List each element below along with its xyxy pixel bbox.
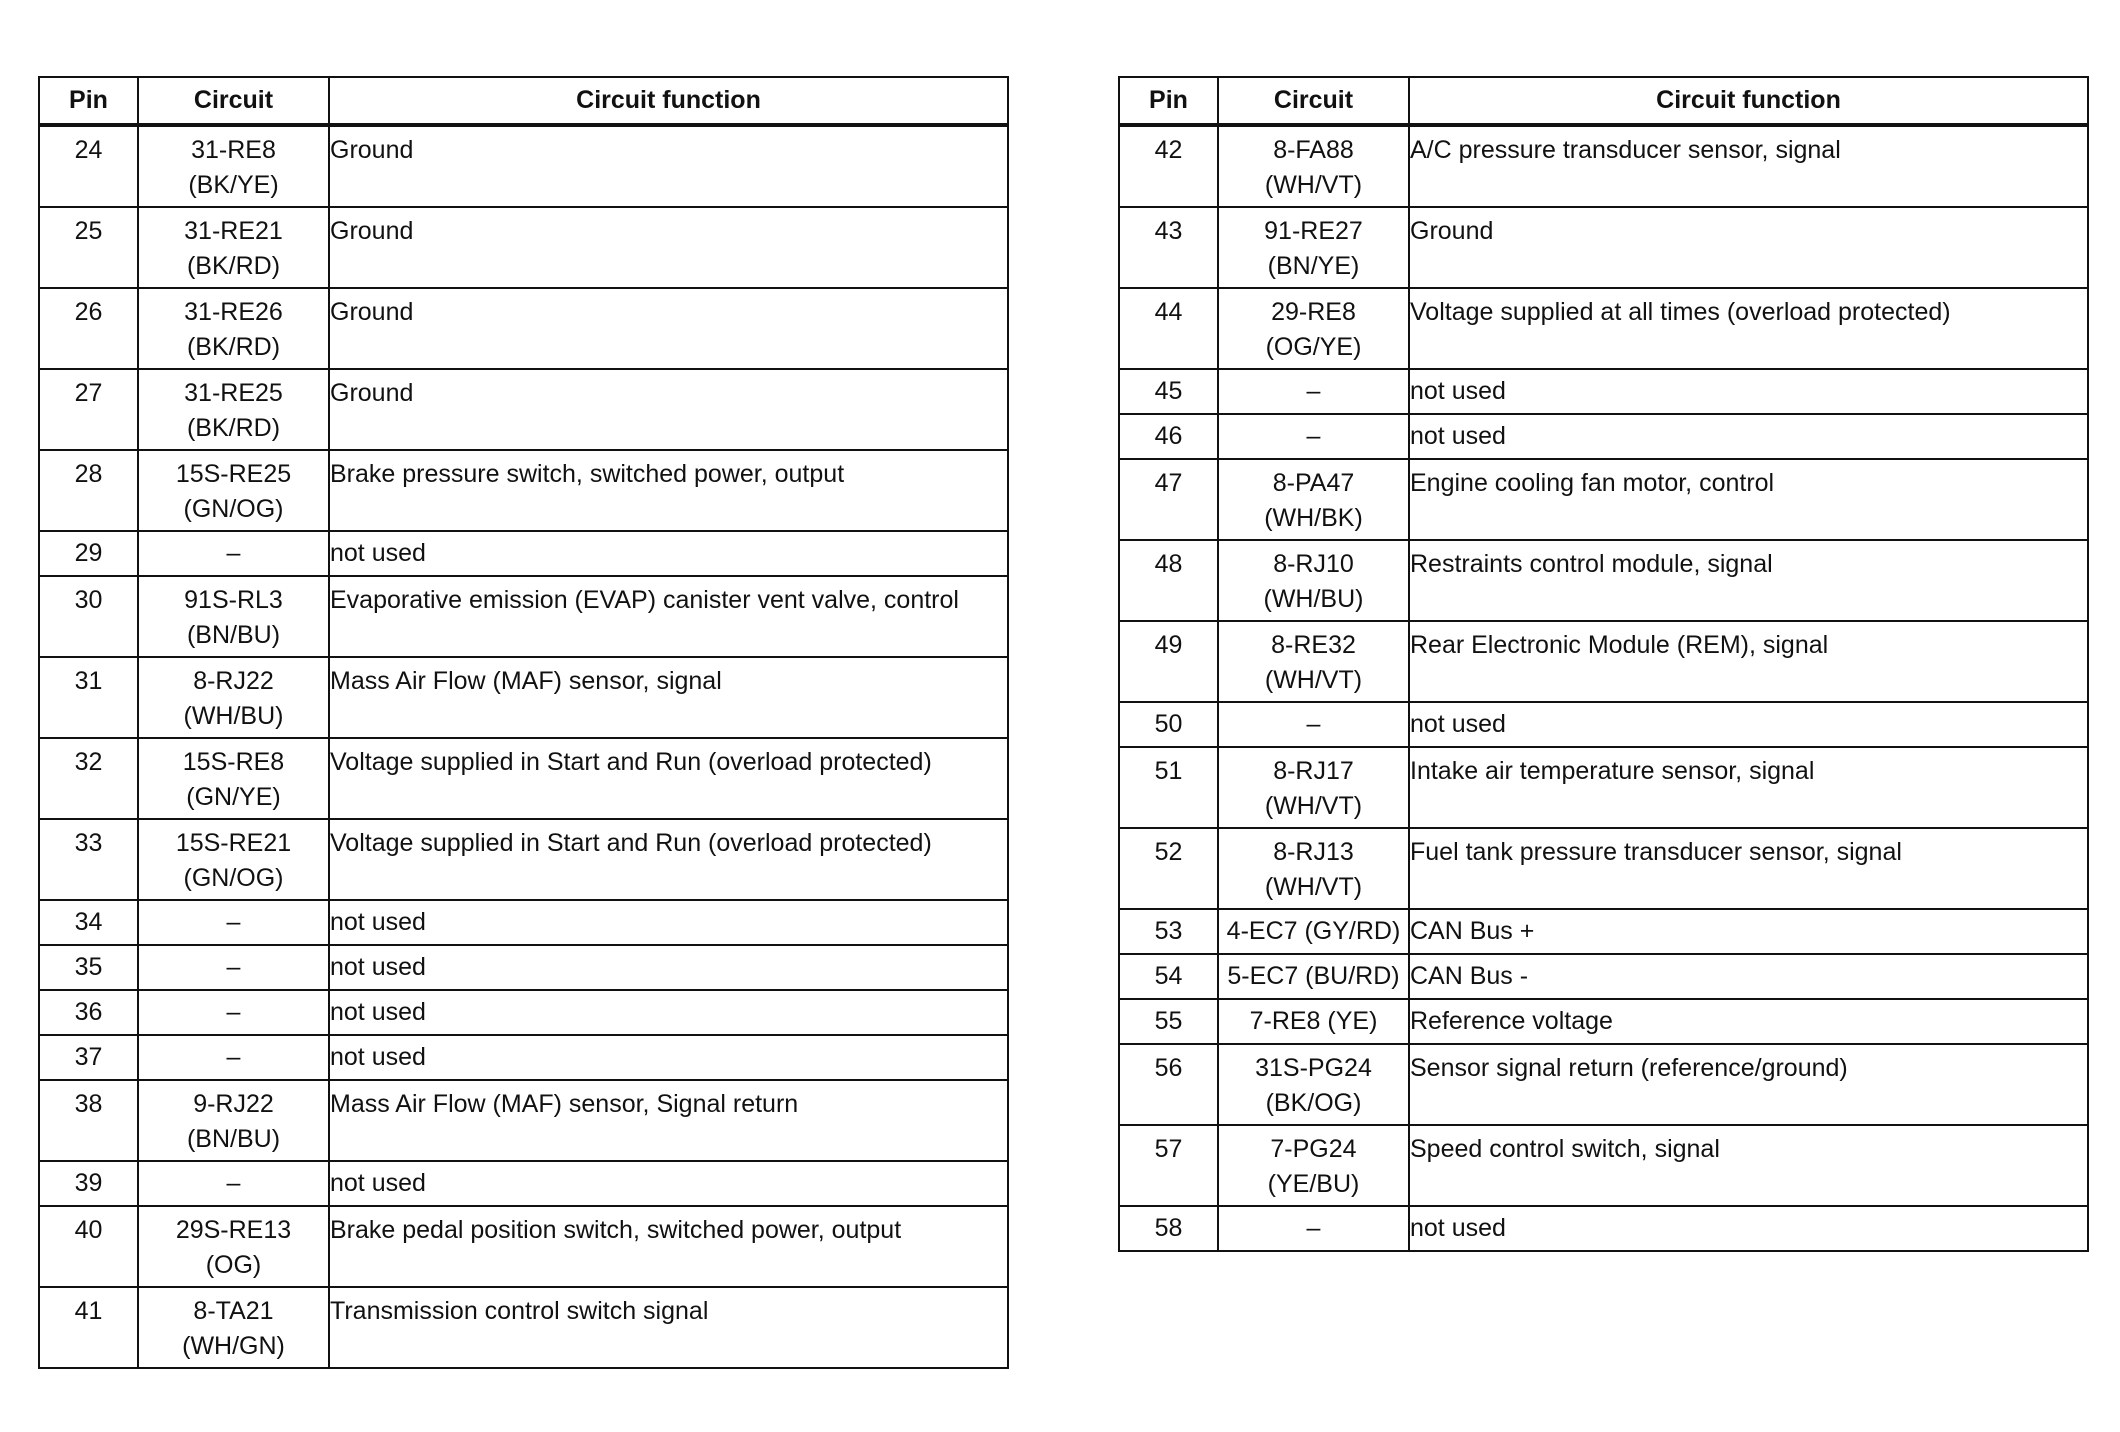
circuit-function: Restraints control module, signal bbox=[1409, 540, 2088, 621]
circuit-code: – bbox=[138, 1161, 329, 1206]
table-row bbox=[39, 738, 1008, 819]
circuit-function: Mass Air Flow (MAF) sensor, Signal return bbox=[329, 1080, 1008, 1161]
circuit-function: not used bbox=[1409, 414, 2088, 459]
table-row bbox=[39, 819, 1008, 900]
pin-header: Pin bbox=[1119, 77, 1218, 125]
pin-number: 33 bbox=[39, 819, 138, 900]
table-row bbox=[39, 531, 1008, 576]
circuit-code: – bbox=[138, 531, 329, 576]
pinout-table-left bbox=[38, 76, 1009, 1369]
table-row bbox=[1119, 828, 2088, 909]
circuit-function: not used bbox=[329, 945, 1008, 990]
circuit-code: 31-RE26 (BK/RD) bbox=[138, 288, 329, 369]
pin-number: 42 bbox=[1119, 125, 1218, 207]
pin-number: 49 bbox=[1119, 621, 1218, 702]
circuit-code: – bbox=[1218, 1206, 1409, 1251]
table-row bbox=[1119, 288, 2088, 369]
pin-number: 56 bbox=[1119, 1044, 1218, 1125]
pin-number: 37 bbox=[39, 1035, 138, 1080]
circuit-code: 8-PA47 (WH/BK) bbox=[1218, 459, 1409, 540]
header-row bbox=[39, 77, 1008, 125]
circuit-function: Sensor signal return (reference/ground) bbox=[1409, 1044, 2088, 1125]
table-row bbox=[39, 1035, 1008, 1080]
table-row bbox=[39, 207, 1008, 288]
circuit-function: Ground bbox=[329, 288, 1008, 369]
circuit-code: 31-RE25 (BK/RD) bbox=[138, 369, 329, 450]
pin-number: 46 bbox=[1119, 414, 1218, 459]
pin-header: Pin bbox=[39, 77, 138, 125]
table-row bbox=[39, 1206, 1008, 1287]
header-row bbox=[1119, 77, 2088, 125]
circuit-function: not used bbox=[329, 1035, 1008, 1080]
circuit-code: 8-RJ13 (WH/VT) bbox=[1218, 828, 1409, 909]
pin-number: 55 bbox=[1119, 999, 1218, 1044]
pin-number: 32 bbox=[39, 738, 138, 819]
pin-number: 30 bbox=[39, 576, 138, 657]
circuit-function: Brake pressure switch, switched power, output bbox=[329, 450, 1008, 531]
table-row bbox=[39, 900, 1008, 945]
circuit-code: – bbox=[138, 990, 329, 1035]
pin-number: 29 bbox=[39, 531, 138, 576]
circuit-code: 8-FA88 (WH/VT) bbox=[1218, 125, 1409, 207]
circuit-code: 8-RJ10 (WH/BU) bbox=[1218, 540, 1409, 621]
circuit-function: Mass Air Flow (MAF) sensor, signal bbox=[329, 657, 1008, 738]
pin-number: 44 bbox=[1119, 288, 1218, 369]
pin-number: 25 bbox=[39, 207, 138, 288]
table-row bbox=[39, 657, 1008, 738]
table-row bbox=[39, 369, 1008, 450]
pin-number: 35 bbox=[39, 945, 138, 990]
circuit-code: 29-RE8 (OG/YE) bbox=[1218, 288, 1409, 369]
table-row bbox=[39, 450, 1008, 531]
circuit-code: – bbox=[138, 1035, 329, 1080]
circuit-function: not used bbox=[329, 990, 1008, 1035]
circuit-code: – bbox=[1218, 369, 1409, 414]
circuit-function: Engine cooling fan motor, control bbox=[1409, 459, 2088, 540]
pin-number: 34 bbox=[39, 900, 138, 945]
table-row bbox=[1119, 369, 2088, 414]
table-row bbox=[1119, 621, 2088, 702]
pin-number: 31 bbox=[39, 657, 138, 738]
circuit-function: Ground bbox=[329, 125, 1008, 207]
circuit-function: not used bbox=[1409, 702, 2088, 747]
pin-number: 28 bbox=[39, 450, 138, 531]
pin-number: 51 bbox=[1119, 747, 1218, 828]
circuit-function: Transmission control switch signal bbox=[329, 1287, 1008, 1368]
table-row bbox=[39, 125, 1008, 207]
pin-number: 26 bbox=[39, 288, 138, 369]
pin-number: 47 bbox=[1119, 459, 1218, 540]
circuit-code: 91S-RL3 (BN/BU) bbox=[138, 576, 329, 657]
circuit-function: Fuel tank pressure transducer sensor, signal bbox=[1409, 828, 2088, 909]
circuit-code: 31-RE21 (BK/RD) bbox=[138, 207, 329, 288]
circuit-code: 9-RJ22 (BN/BU) bbox=[138, 1080, 329, 1161]
table-row bbox=[1119, 207, 2088, 288]
circuit-function: Voltage supplied in Start and Run (overload protected) bbox=[329, 819, 1008, 900]
circuit-code: – bbox=[138, 945, 329, 990]
pin-number: 39 bbox=[39, 1161, 138, 1206]
circuit-code: 7-PG24 (YE/BU) bbox=[1218, 1125, 1409, 1206]
table-row bbox=[1119, 954, 2088, 999]
circuit-function: not used bbox=[329, 531, 1008, 576]
circuit-function: not used bbox=[329, 900, 1008, 945]
pin-number: 54 bbox=[1119, 954, 1218, 999]
table-row bbox=[39, 1080, 1008, 1161]
table-row bbox=[39, 576, 1008, 657]
circuit-header: Circuit bbox=[1218, 77, 1409, 125]
circuit-function: CAN Bus + bbox=[1409, 909, 2088, 954]
table-row bbox=[1119, 459, 2088, 540]
circuit-code: 8-RE32 (WH/VT) bbox=[1218, 621, 1409, 702]
table-row bbox=[1119, 125, 2088, 207]
circuit-function: Ground bbox=[1409, 207, 2088, 288]
table-row bbox=[39, 1161, 1008, 1206]
circuit-function: not used bbox=[1409, 1206, 2088, 1251]
circuit-function: Voltage supplied in Start and Run (overload protected) bbox=[329, 738, 1008, 819]
circuit-function: CAN Bus - bbox=[1409, 954, 2088, 999]
pin-number: 24 bbox=[39, 125, 138, 207]
table-row bbox=[1119, 1125, 2088, 1206]
table-row bbox=[1119, 999, 2088, 1044]
circuit-code: 8-RJ17 (WH/VT) bbox=[1218, 747, 1409, 828]
pin-number: 52 bbox=[1119, 828, 1218, 909]
circuit-code: 31-RE8 (BK/YE) bbox=[138, 125, 329, 207]
table-row bbox=[39, 945, 1008, 990]
pin-number: 58 bbox=[1119, 1206, 1218, 1251]
circuit-code: 29S-RE13 (OG) bbox=[138, 1206, 329, 1287]
table-row bbox=[1119, 540, 2088, 621]
circuit-code: 5-EC7 (BU/RD) bbox=[1218, 954, 1409, 999]
pin-number: 57 bbox=[1119, 1125, 1218, 1206]
pin-number: 38 bbox=[39, 1080, 138, 1161]
circuit-code: 4-EC7 (GY/RD) bbox=[1218, 909, 1409, 954]
function-header: Circuit function bbox=[329, 77, 1008, 125]
circuit-code: – bbox=[138, 900, 329, 945]
circuit-function: not used bbox=[1409, 369, 2088, 414]
circuit-header: Circuit bbox=[138, 77, 329, 125]
circuit-function: Brake pedal position switch, switched power, output bbox=[329, 1206, 1008, 1287]
table-row bbox=[1119, 1206, 2088, 1251]
pin-number: 45 bbox=[1119, 369, 1218, 414]
circuit-function: not used bbox=[329, 1161, 1008, 1206]
pin-number: 27 bbox=[39, 369, 138, 450]
pin-number: 41 bbox=[39, 1287, 138, 1368]
circuit-function: Reference voltage bbox=[1409, 999, 2088, 1044]
circuit-function: Voltage supplied at all times (overload protected) bbox=[1409, 288, 2088, 369]
circuit-function: Speed control switch, signal bbox=[1409, 1125, 2088, 1206]
function-header: Circuit function bbox=[1409, 77, 2088, 125]
table-row bbox=[1119, 909, 2088, 954]
circuit-code: 15S-RE25 (GN/OG) bbox=[138, 450, 329, 531]
circuit-code: 15S-RE21 (GN/OG) bbox=[138, 819, 329, 900]
table-row bbox=[1119, 747, 2088, 828]
pin-number: 50 bbox=[1119, 702, 1218, 747]
pin-number: 43 bbox=[1119, 207, 1218, 288]
circuit-code: 31S-PG24 (BK/OG) bbox=[1218, 1044, 1409, 1125]
pin-number: 40 bbox=[39, 1206, 138, 1287]
table-row bbox=[39, 288, 1008, 369]
pinout-table-right bbox=[1118, 76, 2089, 1252]
circuit-function: Rear Electronic Module (REM), signal bbox=[1409, 621, 2088, 702]
circuit-function: A/C pressure transducer sensor, signal bbox=[1409, 125, 2088, 207]
circuit-code: – bbox=[1218, 702, 1409, 747]
table-row bbox=[39, 1287, 1008, 1368]
table-row bbox=[1119, 702, 2088, 747]
table-row bbox=[39, 990, 1008, 1035]
circuit-function: Ground bbox=[329, 369, 1008, 450]
circuit-code: 8-TA21 (WH/GN) bbox=[138, 1287, 329, 1368]
circuit-code: 15S-RE8 (GN/YE) bbox=[138, 738, 329, 819]
circuit-function: Intake air temperature sensor, signal bbox=[1409, 747, 2088, 828]
circuit-function: Evaporative emission (EVAP) canister vent valve, control bbox=[329, 576, 1008, 657]
circuit-code: 91-RE27 (BN/YE) bbox=[1218, 207, 1409, 288]
table-row bbox=[1119, 414, 2088, 459]
pin-number: 53 bbox=[1119, 909, 1218, 954]
circuit-function: Ground bbox=[329, 207, 1008, 288]
pin-number: 48 bbox=[1119, 540, 1218, 621]
table-row bbox=[1119, 1044, 2088, 1125]
pin-number: 36 bbox=[39, 990, 138, 1035]
circuit-code: – bbox=[1218, 414, 1409, 459]
circuit-code: 8-RJ22 (WH/BU) bbox=[138, 657, 329, 738]
circuit-code: 7-RE8 (YE) bbox=[1218, 999, 1409, 1044]
